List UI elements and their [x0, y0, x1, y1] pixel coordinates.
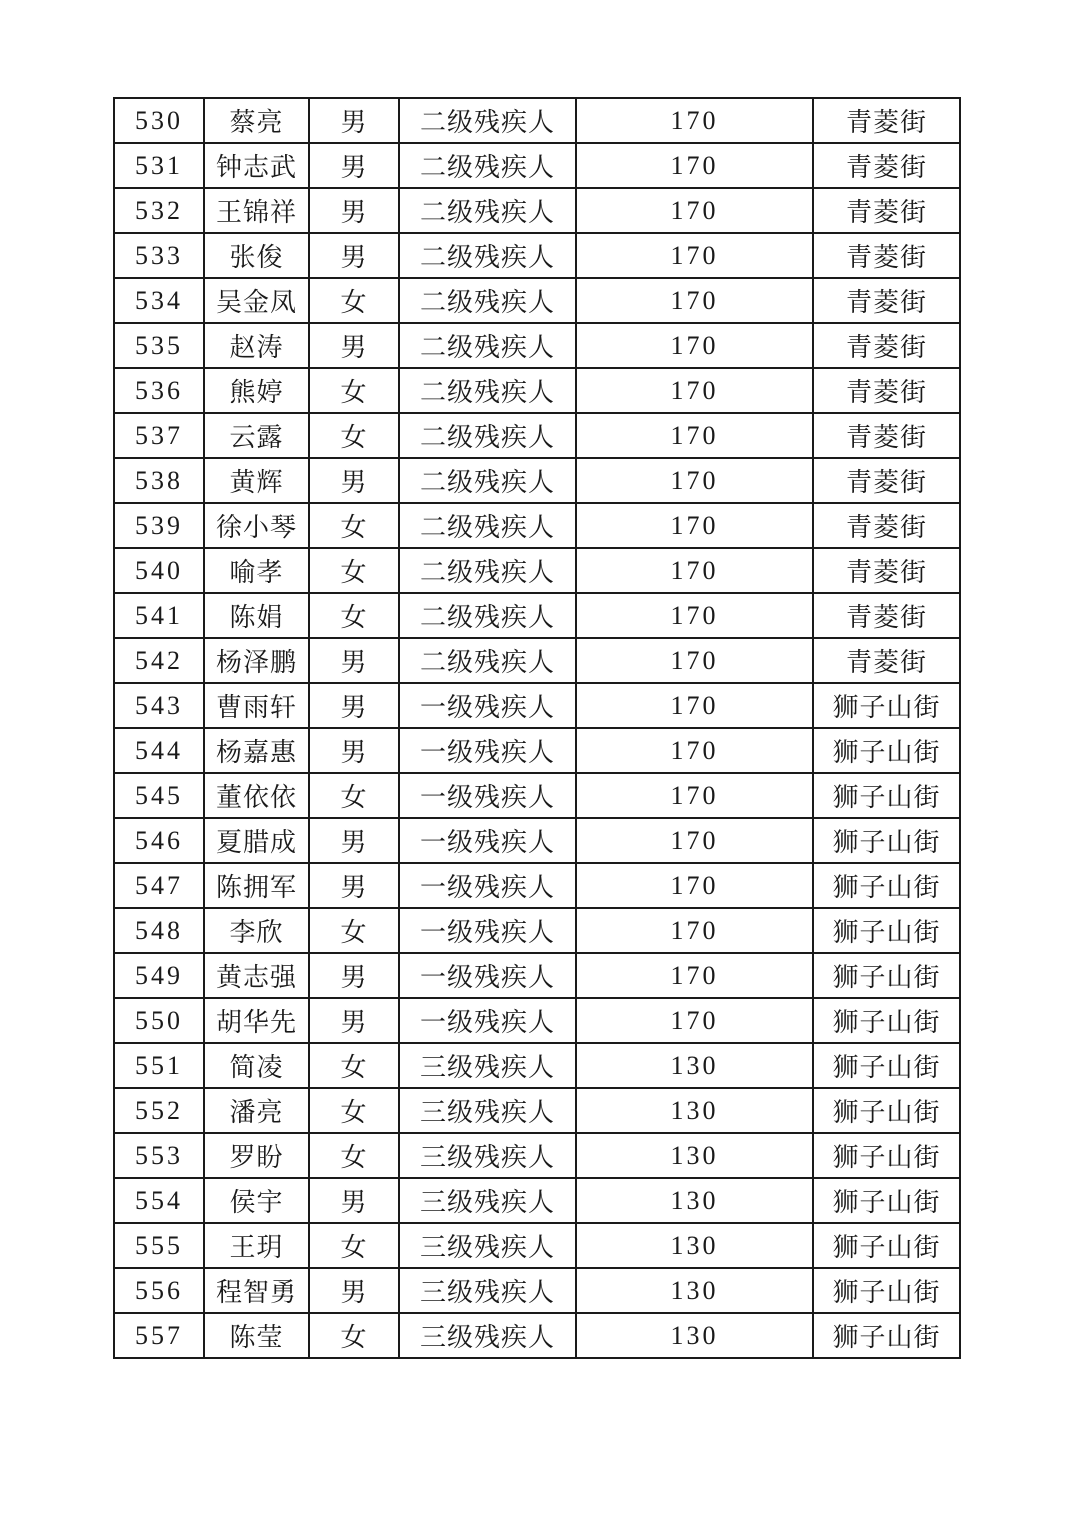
row-number-cell: 540 [114, 548, 204, 593]
row-number-cell: 542 [114, 638, 204, 683]
name-cell: 陈莹 [204, 1313, 309, 1358]
table-row [114, 998, 960, 1043]
disability-level-cell: 一级残疾人 [399, 728, 576, 773]
disability-level-cell: 二级残疾人 [399, 323, 576, 368]
row-number-cell: 543 [114, 683, 204, 728]
name-cell: 蔡亮 [204, 98, 309, 143]
name-cell: 罗盼 [204, 1133, 309, 1178]
name-cell: 陈拥军 [204, 863, 309, 908]
table-row [114, 818, 960, 863]
amount-cell: 170 [576, 143, 813, 188]
street-cell: 青菱街 [813, 593, 960, 638]
row-number-cell: 552 [114, 1088, 204, 1133]
table-row [114, 413, 960, 458]
table-row [114, 323, 960, 368]
street-cell: 狮子山街 [813, 998, 960, 1043]
gender-cell: 女 [309, 593, 399, 638]
street-cell: 狮子山街 [813, 818, 960, 863]
name-cell: 黄志强 [204, 953, 309, 998]
gender-cell: 男 [309, 1268, 399, 1313]
disability-level-cell: 二级残疾人 [399, 503, 576, 548]
disability-level-cell: 一级残疾人 [399, 953, 576, 998]
name-cell: 喻孝 [204, 548, 309, 593]
gender-cell: 女 [309, 1313, 399, 1358]
row-number-cell: 555 [114, 1223, 204, 1268]
gender-cell: 女 [309, 503, 399, 548]
gender-cell: 女 [309, 1043, 399, 1088]
name-cell: 程智勇 [204, 1268, 309, 1313]
name-cell: 陈娟 [204, 593, 309, 638]
amount-cell: 170 [576, 188, 813, 233]
table-row [114, 143, 960, 188]
gender-cell: 男 [309, 863, 399, 908]
street-cell: 青菱街 [813, 413, 960, 458]
gender-cell: 男 [309, 458, 399, 503]
name-cell: 熊婷 [204, 368, 309, 413]
row-number-cell: 553 [114, 1133, 204, 1178]
gender-cell: 男 [309, 953, 399, 998]
gender-cell: 女 [309, 908, 399, 953]
recipient-table [113, 97, 961, 1359]
name-cell: 张俊 [204, 233, 309, 278]
name-cell: 云露 [204, 413, 309, 458]
street-cell: 狮子山街 [813, 728, 960, 773]
row-number-cell: 535 [114, 323, 204, 368]
disability-level-cell: 三级残疾人 [399, 1268, 576, 1313]
gender-cell: 男 [309, 188, 399, 233]
gender-cell: 女 [309, 413, 399, 458]
amount-cell: 170 [576, 818, 813, 863]
table-row [114, 1088, 960, 1133]
gender-cell: 女 [309, 278, 399, 323]
amount-cell: 130 [576, 1313, 813, 1358]
name-cell: 胡华先 [204, 998, 309, 1043]
gender-cell: 男 [309, 818, 399, 863]
row-number-cell: 557 [114, 1313, 204, 1358]
table-row [114, 638, 960, 683]
disability-level-cell: 二级残疾人 [399, 278, 576, 323]
name-cell: 简凌 [204, 1043, 309, 1088]
table-row [114, 98, 960, 143]
amount-cell: 170 [576, 908, 813, 953]
table-row [114, 683, 960, 728]
name-cell: 王玥 [204, 1223, 309, 1268]
row-number-cell: 538 [114, 458, 204, 503]
disability-level-cell: 三级残疾人 [399, 1043, 576, 1088]
amount-cell: 130 [576, 1043, 813, 1088]
street-cell: 狮子山街 [813, 1178, 960, 1223]
name-cell: 赵涛 [204, 323, 309, 368]
table-row [114, 863, 960, 908]
table-row [114, 953, 960, 998]
street-cell: 狮子山街 [813, 773, 960, 818]
table-row [114, 773, 960, 818]
table-row [114, 1178, 960, 1223]
name-cell: 钟志武 [204, 143, 309, 188]
disability-level-cell: 二级残疾人 [399, 458, 576, 503]
disability-level-cell: 二级残疾人 [399, 638, 576, 683]
gender-cell: 男 [309, 728, 399, 773]
table-row [114, 188, 960, 233]
gender-cell: 女 [309, 773, 399, 818]
disability-level-cell: 一级残疾人 [399, 773, 576, 818]
amount-cell: 170 [576, 953, 813, 998]
disability-level-cell: 二级残疾人 [399, 98, 576, 143]
disability-level-cell: 三级残疾人 [399, 1223, 576, 1268]
disability-level-cell: 三级残疾人 [399, 1313, 576, 1358]
amount-cell: 170 [576, 278, 813, 323]
disability-level-cell: 一级残疾人 [399, 683, 576, 728]
street-cell: 狮子山街 [813, 953, 960, 998]
street-cell: 狮子山街 [813, 1133, 960, 1178]
disability-level-cell: 二级残疾人 [399, 593, 576, 638]
row-number-cell: 537 [114, 413, 204, 458]
name-cell: 侯宇 [204, 1178, 309, 1223]
amount-cell: 170 [576, 998, 813, 1043]
name-cell: 潘亮 [204, 1088, 309, 1133]
amount-cell: 170 [576, 728, 813, 773]
row-number-cell: 545 [114, 773, 204, 818]
table-row [114, 1043, 960, 1088]
name-cell: 董依依 [204, 773, 309, 818]
amount-cell: 170 [576, 98, 813, 143]
gender-cell: 女 [309, 1088, 399, 1133]
gender-cell: 女 [309, 1133, 399, 1178]
row-number-cell: 551 [114, 1043, 204, 1088]
street-cell: 青菱街 [813, 98, 960, 143]
disability-level-cell: 一级残疾人 [399, 863, 576, 908]
row-number-cell: 556 [114, 1268, 204, 1313]
amount-cell: 170 [576, 233, 813, 278]
gender-cell: 男 [309, 1178, 399, 1223]
amount-cell: 130 [576, 1088, 813, 1133]
disability-level-cell: 二级残疾人 [399, 188, 576, 233]
amount-cell: 170 [576, 638, 813, 683]
disability-level-cell: 一级残疾人 [399, 998, 576, 1043]
row-number-cell: 532 [114, 188, 204, 233]
amount-cell: 130 [576, 1178, 813, 1223]
name-cell: 李欣 [204, 908, 309, 953]
table-row [114, 503, 960, 548]
table-row [114, 548, 960, 593]
street-cell: 青菱街 [813, 368, 960, 413]
row-number-cell: 554 [114, 1178, 204, 1223]
row-number-cell: 531 [114, 143, 204, 188]
gender-cell: 女 [309, 548, 399, 593]
street-cell: 狮子山街 [813, 683, 960, 728]
table-row [114, 1268, 960, 1313]
street-cell: 青菱街 [813, 503, 960, 548]
row-number-cell: 549 [114, 953, 204, 998]
row-number-cell: 539 [114, 503, 204, 548]
amount-cell: 170 [576, 413, 813, 458]
row-number-cell: 547 [114, 863, 204, 908]
name-cell: 杨嘉惠 [204, 728, 309, 773]
street-cell: 狮子山街 [813, 1088, 960, 1133]
row-number-cell: 536 [114, 368, 204, 413]
row-number-cell: 544 [114, 728, 204, 773]
amount-cell: 170 [576, 863, 813, 908]
amount-cell: 170 [576, 593, 813, 638]
amount-cell: 170 [576, 503, 813, 548]
street-cell: 狮子山街 [813, 1043, 960, 1088]
gender-cell: 男 [309, 143, 399, 188]
disability-level-cell: 二级残疾人 [399, 233, 576, 278]
amount-cell: 170 [576, 323, 813, 368]
table-row [114, 908, 960, 953]
amount-cell: 130 [576, 1223, 813, 1268]
street-cell: 狮子山街 [813, 1223, 960, 1268]
row-number-cell: 546 [114, 818, 204, 863]
name-cell: 徐小琴 [204, 503, 309, 548]
table-body [114, 98, 960, 1358]
street-cell: 狮子山街 [813, 908, 960, 953]
disability-level-cell: 二级残疾人 [399, 413, 576, 458]
street-cell: 青菱街 [813, 233, 960, 278]
street-cell: 青菱街 [813, 188, 960, 233]
street-cell: 狮子山街 [813, 863, 960, 908]
table-row [114, 1133, 960, 1178]
disability-level-cell: 二级残疾人 [399, 143, 576, 188]
disability-level-cell: 二级残疾人 [399, 548, 576, 593]
gender-cell: 男 [309, 98, 399, 143]
street-cell: 青菱街 [813, 323, 960, 368]
table-row [114, 593, 960, 638]
disability-level-cell: 二级残疾人 [399, 368, 576, 413]
gender-cell: 男 [309, 638, 399, 683]
row-number-cell: 541 [114, 593, 204, 638]
name-cell: 曹雨轩 [204, 683, 309, 728]
amount-cell: 130 [576, 1268, 813, 1313]
street-cell: 狮子山街 [813, 1268, 960, 1313]
amount-cell: 170 [576, 368, 813, 413]
disability-level-cell: 一级残疾人 [399, 908, 576, 953]
name-cell: 夏腊成 [204, 818, 309, 863]
gender-cell: 男 [309, 998, 399, 1043]
name-cell: 吴金凤 [204, 278, 309, 323]
street-cell: 青菱街 [813, 458, 960, 503]
amount-cell: 170 [576, 548, 813, 593]
row-number-cell: 548 [114, 908, 204, 953]
street-cell: 青菱街 [813, 278, 960, 323]
row-number-cell: 534 [114, 278, 204, 323]
street-cell: 青菱街 [813, 143, 960, 188]
amount-cell: 170 [576, 773, 813, 818]
gender-cell: 男 [309, 683, 399, 728]
table-row [114, 368, 960, 413]
street-cell: 青菱街 [813, 638, 960, 683]
street-cell: 青菱街 [813, 548, 960, 593]
amount-cell: 130 [576, 1133, 813, 1178]
disability-level-cell: 一级残疾人 [399, 818, 576, 863]
amount-cell: 170 [576, 458, 813, 503]
disability-level-cell: 三级残疾人 [399, 1088, 576, 1133]
name-cell: 杨泽鹏 [204, 638, 309, 683]
disability-level-cell: 三级残疾人 [399, 1178, 576, 1223]
row-number-cell: 550 [114, 998, 204, 1043]
name-cell: 黄辉 [204, 458, 309, 503]
gender-cell: 男 [309, 233, 399, 278]
amount-cell: 170 [576, 683, 813, 728]
gender-cell: 女 [309, 368, 399, 413]
street-cell: 狮子山街 [813, 1313, 960, 1358]
gender-cell: 男 [309, 323, 399, 368]
name-cell: 王锦祥 [204, 188, 309, 233]
disability-level-cell: 三级残疾人 [399, 1133, 576, 1178]
table-row [114, 233, 960, 278]
row-number-cell: 530 [114, 98, 204, 143]
table-row [114, 1223, 960, 1268]
row-number-cell: 533 [114, 233, 204, 278]
table-row [114, 1313, 960, 1358]
table-row [114, 458, 960, 503]
table-row [114, 728, 960, 773]
table-row [114, 278, 960, 323]
gender-cell: 女 [309, 1223, 399, 1268]
